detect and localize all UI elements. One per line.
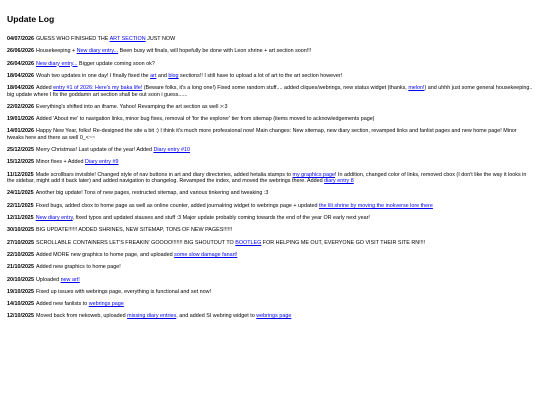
- entry-text: Woah two updates in one day! I finally fixed the: [35, 72, 151, 79]
- update-log-list: [7, 36, 533, 320]
- entry-text: Added new fanlists to: [35, 301, 89, 308]
- entry-date: 22/11/2025: [7, 202, 34, 209]
- entry-text: Fixed bugs, added cbox to home page as well as online counter, added journalring widget to webrings page + updated: [35, 202, 320, 209]
- entry-text: Minor fixes + Added: [35, 159, 85, 166]
- entry-text: Everything's shifted into an iframe. Yahoo! Revamping the art section as well >:3: [35, 103, 228, 110]
- entry-text: Added: [35, 85, 54, 92]
- entry-link[interactable]: entry #1 of 2026: Here's my baka life!: [53, 85, 143, 92]
- entry-text: GUESS WHO FINISHED THE: [35, 36, 110, 42]
- entry-text: ! In addition, changed color of links, removed cbox (I don't like the way it looks in the sidebar, might add it back later) and added navigation to changelog. Revamped the index, and moved the webrings there. Added: [7, 171, 527, 185]
- entry-date: 12/11/2025: [7, 215, 34, 222]
- entry-link[interactable]: new art!: [60, 276, 80, 283]
- entry-date: 20/10/2025: [7, 276, 34, 283]
- update-entry: [7, 85, 533, 98]
- entry-link[interactable]: ART SECTION: [109, 36, 146, 42]
- entry-link[interactable]: Diary entry #9: [84, 159, 119, 166]
- update-entry: [7, 104, 533, 110]
- entry-text: Housekeeping +: [35, 48, 77, 55]
- entry-link[interactable]: New diary entry...: [35, 60, 78, 67]
- update-entry: [7, 203, 533, 209]
- entry-link[interactable]: art: [150, 72, 157, 79]
- entry-date: 14/10/2025: [7, 301, 34, 308]
- entry-text: Another big update! Tons of new pages, restructed sitemap, and various tinkering and tweaking :3: [35, 190, 269, 197]
- entry-text: and: [156, 72, 169, 79]
- entry-text: Added 'About me' to navigation links, minor bug fixes, removal of 'for the explorer' tier from sitemap (items moved to acknowledgements page): [35, 116, 375, 123]
- update-entry: [7, 313, 533, 319]
- entry-date: 27/10/2025: [7, 239, 34, 246]
- entry-link[interactable]: missing diary entries: [127, 313, 177, 320]
- update-entry: [7, 215, 533, 221]
- entry-date: 26/04/2026: [7, 60, 34, 67]
- entry-text: JUST NOW: [145, 36, 176, 42]
- entry-link[interactable]: Diary entry #10: [153, 147, 191, 154]
- entry-text: Merry Christmas! Last update of the year! Added: [35, 147, 154, 154]
- entry-date: 15/12/2025: [7, 159, 34, 166]
- entry-text: Uploaded: [35, 276, 61, 283]
- entry-date: 22/10/2025: [7, 251, 34, 258]
- update-entry: [7, 264, 533, 270]
- entry-text: Happy New Year, folks! Re-designed the site a bit :) I think it's much more professional now! Main changes: New sitemap, new diary section, revamped links and fanlist pages and new home page! Minor tweaks here and there as well 0_<~~: [7, 128, 517, 141]
- entry-text: Added new graphics to home page!: [35, 264, 121, 271]
- entry-link[interactable]: webrings page: [256, 313, 292, 320]
- entry-date: 19/10/2025: [7, 288, 34, 295]
- entry-text: FOR HELPING ME OUT, EVERYONE GO VISIT THEIR SITE RN!!!!: [261, 239, 426, 246]
- update-entry: [7, 277, 533, 283]
- update-entry: [7, 227, 533, 233]
- entry-link[interactable]: blog: [168, 72, 179, 79]
- entry-date: 14/01/2026: [7, 128, 34, 135]
- entry-text: Moved back from nekoweb, uploaded: [35, 313, 128, 320]
- entry-link[interactable]: BOOTLEG: [235, 239, 262, 246]
- entry-date: 19/01/2026: [7, 116, 34, 123]
- entry-link[interactable]: New diary entry: [35, 215, 73, 222]
- page-title: Update Log: [7, 14, 55, 24]
- entry-date: 18/04/2026: [7, 85, 34, 92]
- entry-link[interactable]: melon!: [408, 85, 425, 92]
- entry-text: BIG UPDATE!!!!!! ADDED SHRINES, NEW SITEMAP, TONS OF NEW PAGES!!!!!!: [35, 227, 233, 234]
- entry-text: , and added SI webring widget to: [176, 313, 257, 320]
- entry-date: 18/04/2026: [7, 72, 34, 79]
- update-entry: [7, 172, 533, 185]
- entry-link[interactable]: diary entry 8: [324, 178, 354, 185]
- update-entry: [7, 48, 533, 54]
- entry-date: 26/06/2026: [7, 48, 34, 55]
- update-entry: [7, 147, 533, 153]
- entry-date: 25/12/2025: [7, 147, 34, 154]
- entry-date: 22/02/2026: [7, 103, 34, 110]
- update-entry: [7, 190, 533, 196]
- entry-date: 04/07/2026: [7, 36, 34, 42]
- entry-text: Made scrollbars invisible! Changed style of nav buttons in art and diary directories, added hetalia stamps to: [35, 171, 293, 178]
- update-entry: [7, 128, 533, 141]
- entry-link[interactable]: the lili shrine by moving the inokverse lore there: [319, 202, 433, 209]
- entry-text: Added MORE new graphics to home page, and uploaded: [35, 251, 175, 258]
- entry-date: 12/10/2025: [7, 313, 34, 320]
- update-entry: [7, 36, 533, 42]
- update-entry: [7, 61, 533, 67]
- entry-text: Bigger update coming soon ok?: [77, 60, 155, 67]
- entry-date: 24/11/2025: [7, 190, 34, 197]
- entry-text: , fixed typos and updated stauses and stuff :3 Major update probably coming towards the end of the year OR early next year!: [72, 215, 370, 222]
- update-entry: [7, 252, 533, 258]
- entry-date: 11/12/2025: [7, 171, 34, 178]
- entry-link[interactable]: webrings page: [88, 301, 124, 308]
- entry-link[interactable]: my graphics page: [292, 171, 336, 178]
- entry-date: 30/10/2025: [7, 227, 34, 234]
- entry-date: 21/10/2025: [7, 264, 34, 271]
- entry-text: (Beware folks, it's a long one!) Fixed some random stuff.... added cliques/webrings, new status widget (thanks,: [142, 85, 409, 92]
- entry-link[interactable]: some slow damage fanart!: [174, 251, 238, 258]
- entry-text: Fixed up issues with webrings page, everything is functional and set now!: [35, 288, 211, 295]
- update-entry: [7, 159, 533, 165]
- entry-link[interactable]: New diary entry...: [76, 48, 119, 55]
- update-entry: [7, 289, 533, 295]
- update-entry: [7, 73, 533, 79]
- entry-text: sections!! I still have to upload a lot of art to the art section however!: [178, 72, 343, 79]
- update-entry: [7, 240, 533, 246]
- entry-text: SCROLLABLE CONTAINERS LET'S FREAKIN' GOOOO!!!!!!! BIG SHOUTOUT TO: [35, 239, 236, 246]
- entry-text: Been busy wit finals, will hopefully be done with Leon shrine + art section soon!!!: [118, 48, 312, 55]
- update-entry: [7, 116, 533, 122]
- entry-text: ) and uhhh just some general housekeeping.. big update where I fix the goddamn art section shall be out soon i guess......: [7, 85, 533, 98]
- update-entry: [7, 301, 533, 307]
